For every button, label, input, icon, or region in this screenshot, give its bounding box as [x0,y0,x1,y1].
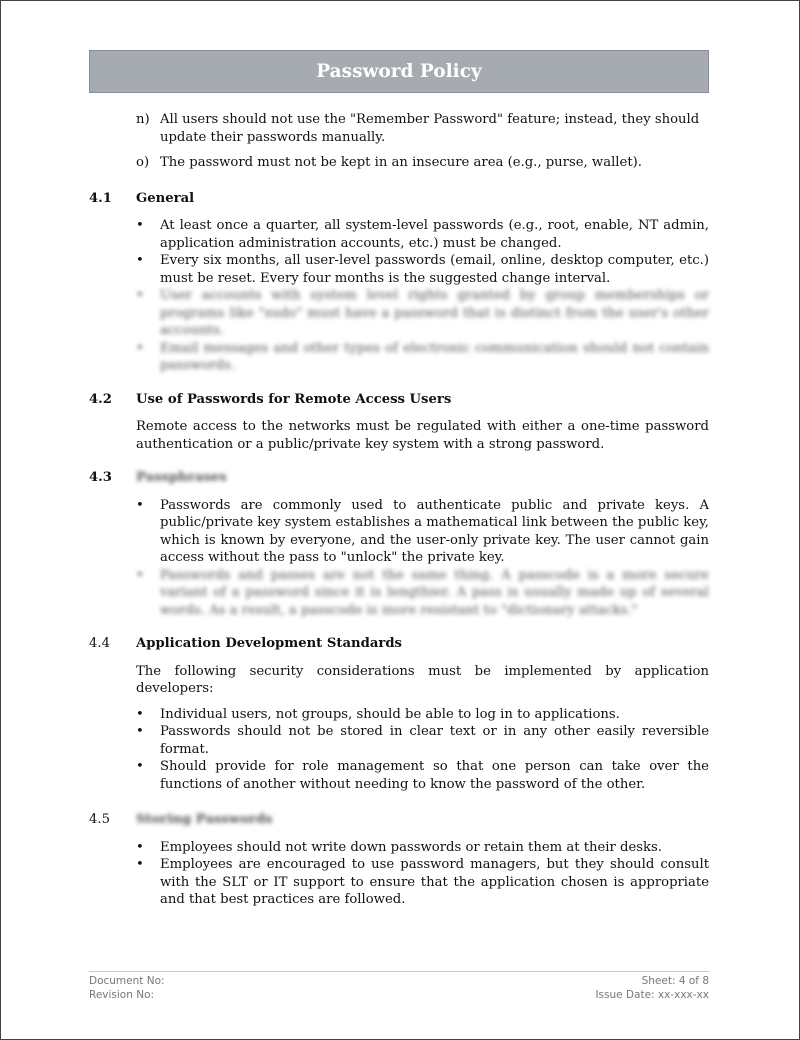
list-item [136,252,709,287]
section-paragraph: The following security considerations must be implemented by application developers: [136,663,709,696]
section-title: Storing Passwords [136,812,273,827]
list-item [136,758,709,793]
section-title: Passphrases [136,470,227,485]
item-text: Employees are encouraged to use password managers, but they should consult with the SLT or IT support to ensure that the application chosen is appropriate and that best practices are followed. [160,857,709,907]
sheet-number: Sheet: 4 of 8 [641,975,709,987]
item-text: Email messages and other types of electronic communication should not contain passwords. [160,340,709,373]
section-number: 4.5 [89,812,110,827]
item-text: Individual users, not groups, should be able to log in to applications. [160,706,620,722]
bullet-icon: • [136,759,144,774]
bullet-list [89,706,709,794]
bullet-icon: • [136,253,144,268]
item-text: Passwords are commonly used to authenticate public and private keys. A public/private key system establishes a mathematical link between the public key, which is known by everyone, and the user-only private key. The user cannot gain access without the pass to "unlock" the private key. [160,497,709,565]
list-item [136,723,709,758]
bullet-icon: • [136,497,144,513]
section-4-3 [89,469,709,619]
section-title: Application Development Standards [136,636,402,651]
bullet-icon: • [136,340,144,356]
section-heading [89,391,709,409]
section-title: General [136,190,195,206]
item-text: Should provide for role management so that one person can take over the functions of another without needing to know the password of the other. [160,759,709,792]
section-4-4 [89,635,709,793]
item-text: Every six months, all user-level passwords (email, online, desktop computer, etc.) must be reset. Every four months is the suggested change interval. [160,253,709,286]
page-footer [89,971,709,1002]
page-title: Password Policy [316,61,482,82]
item-text: Passwords should not be stored in clear text or in any other easily reversible format. [160,724,709,757]
bullet-icon: • [136,857,144,872]
bullet-icon: • [136,567,144,583]
list-item [136,217,709,252]
list-item [136,497,709,567]
item-text: User accounts with system level rights granted by group memberships or programs like "sudo" must have a password that is distinct from the user's other accounts. [160,288,709,338]
bullet-list [89,497,709,620]
bullet-icon: • [136,218,144,233]
list-item [136,839,709,857]
list-item [136,567,709,620]
section-heading [89,190,709,208]
section-4-1 [89,190,709,375]
list-item [89,154,709,172]
issue-date: Issue Date: xx-xxx-xx [595,989,709,1001]
item-text: Employees should not write down passwords or retain them at their desks. [160,839,662,855]
bullet-icon: • [136,706,144,722]
list-item [136,340,709,375]
item-label: o) [136,155,150,170]
section-number: 4.1 [89,190,112,206]
item-text: Passwords and passes are not the same thing. A passcode is a more secure variant of a password since it is lengthier. A pass is usually made up of several words. As a result, a passcode is more resistant to "dictionary attacks." [160,567,709,618]
document-body [89,111,709,909]
bullet-icon: • [136,724,144,739]
section-number: 4.4 [89,636,110,651]
bullet-icon: • [136,288,144,303]
revision-number-label: Revision No: [89,989,155,1001]
list-item [136,856,709,909]
section-number: 4.2 [89,391,112,407]
section-heading [89,811,709,829]
bullet-icon: • [136,839,144,855]
bullet-list [89,839,709,909]
document-number-label: Document No: [89,975,165,987]
list-item [89,111,709,146]
item-label: n) [136,112,150,127]
section-heading [89,469,709,487]
list-item [136,287,709,340]
section-4-5 [89,811,709,909]
section-paragraph: Remote access to the networks must be regulated with either a one-time password authentication or a public/private key system with a strong password. [136,419,709,452]
section-4-2 [89,391,709,454]
item-text: At least once a quarter, all system-level passwords (e.g., root, enable, NT admin, application administration accounts, etc.) must be changed. [160,218,709,251]
section-title: Use of Passwords for Remote Access Users [136,391,452,407]
section-number: 4.3 [89,470,112,485]
item-text: The password must not be kept in an insecure area (e.g., purse, wallet). [160,155,642,170]
page-title-banner [89,50,709,93]
bullet-list [89,217,709,375]
list-item [136,706,709,724]
item-text: All users should not use the "Remember Password" feature; instead, they should update their passwords manually. [160,112,700,145]
section-heading [89,635,709,653]
